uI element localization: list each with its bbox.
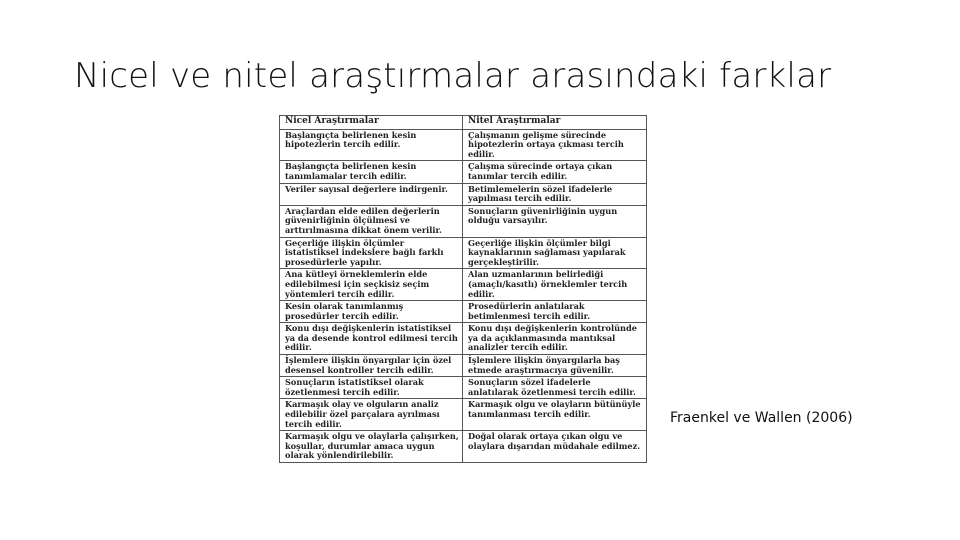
cell-qualitative: Doğal olarak ortaya çıkan olgu ve olaylara dışarıdan müdahale edilmez. [463, 431, 647, 463]
cell-quantitative: Kesin olarak tanımlanmış prosedürler tercih edilir. [280, 301, 463, 323]
cell-quantitative: Veriler sayısal değerlere indirgenir. [280, 183, 463, 205]
table-row [280, 237, 647, 269]
cell-qualitative: Betimlemelerin sözel ifadelerle yapılması tercih edilir. [463, 183, 647, 205]
cell-quantitative: Başlangıçta belirlenen kesin tanımlamalar tercih edilir. [280, 161, 463, 183]
cell-qualitative: Prosedürlerin anlatılarak betimlenmesi tercih edilir. [463, 301, 647, 323]
table-row [280, 129, 647, 161]
table-row [280, 161, 647, 183]
cell-qualitative: Konu dışı değişkenlerin kontrolünde ya da açıklanmasında mantıksal analizler tercih edilir. [463, 323, 647, 355]
cell-qualitative: Geçerliğe ilişkin ölçümler bilgi kaynaklarının sağlaması yapılarak gerçekleştirilir. [463, 237, 647, 269]
cell-quantitative: Başlangıçta belirlenen kesin hipotezlerin tercih edilir. [280, 129, 463, 161]
cell-quantitative: Karmaşık olay ve olguların analiz edilebilir özel parçalara ayrılması tercih edilir. [280, 399, 463, 431]
cell-quantitative: Ana kütleyi örneklemlerin elde edilebilmesi için seçkisiz seçim yöntemleri tercih edilir. [280, 269, 463, 301]
table-row [280, 355, 647, 377]
cell-qualitative: Sonuçların sözel ifadelerle anlatılarak özetlenmesi tercih edilir. [463, 377, 647, 399]
cell-quantitative: Karmaşık olgu ve olaylarla çalışırken, koşullar, durumlar amaca uygun olarak yönlendirilebilir. [280, 431, 463, 463]
table-row [280, 431, 647, 463]
slide-title: Nicel ve nitel araştırmalar arasındaki farklar [74, 56, 832, 96]
cell-qualitative: Çalışmanın gelişme sürecinde hipotezlerin ortaya çıkması tercih edilir. [463, 129, 647, 161]
table-row [280, 399, 647, 431]
table-row [280, 301, 647, 323]
cell-quantitative: İşlemlere ilişkin önyargılar için özel desensel kontroller tercih edilir. [280, 355, 463, 377]
table-row [280, 183, 647, 205]
cell-qualitative: Sonuçların güvenirliğinin uygun olduğu varsayılır. [463, 205, 647, 237]
cell-quantitative: Konu dışı değişkenlerin istatistiksel ya da desende kontrol edilmesi tercih edilir. [280, 323, 463, 355]
table-header-row [280, 116, 647, 130]
comparison-table [279, 115, 647, 463]
header-quantitative: Nicel Araştırmalar [280, 116, 463, 130]
table-row [280, 205, 647, 237]
source-citation: Fraenkel ve Wallen (2006) [670, 410, 853, 426]
table-row [280, 269, 647, 301]
cell-qualitative: İşlemlere ilişkin önyargılarla baş etmede araştırmacıya güvenilir. [463, 355, 647, 377]
cell-quantitative: Araçlardan elde edilen değerlerin güvenirliğinin ölçülmesi ve arttırılmasına dikkat önem verilir. [280, 205, 463, 237]
table-row [280, 323, 647, 355]
cell-qualitative: Karmaşık olgu ve olayların bütünüyle tanımlanması tercih edilir. [463, 399, 647, 431]
table-row [280, 377, 647, 399]
cell-quantitative: Sonuçların istatistiksel olarak özetlenmesi tercih edilir. [280, 377, 463, 399]
header-qualitative: Nitel Araştırmalar [463, 116, 647, 130]
cell-quantitative: Geçerliğe ilişkin ölçümler istatistiksel indekslere bağlı farklı prosedürlerle yapılır. [280, 237, 463, 269]
comparison-table-wrapper [279, 115, 647, 497]
cell-qualitative: Alan uzmanlarının belirlediği (amaçlı/kasıtlı) örneklemler tercih edilir. [463, 269, 647, 301]
cell-qualitative: Çalışma sürecinde ortaya çıkan tanımlar tercih edilir. [463, 161, 647, 183]
